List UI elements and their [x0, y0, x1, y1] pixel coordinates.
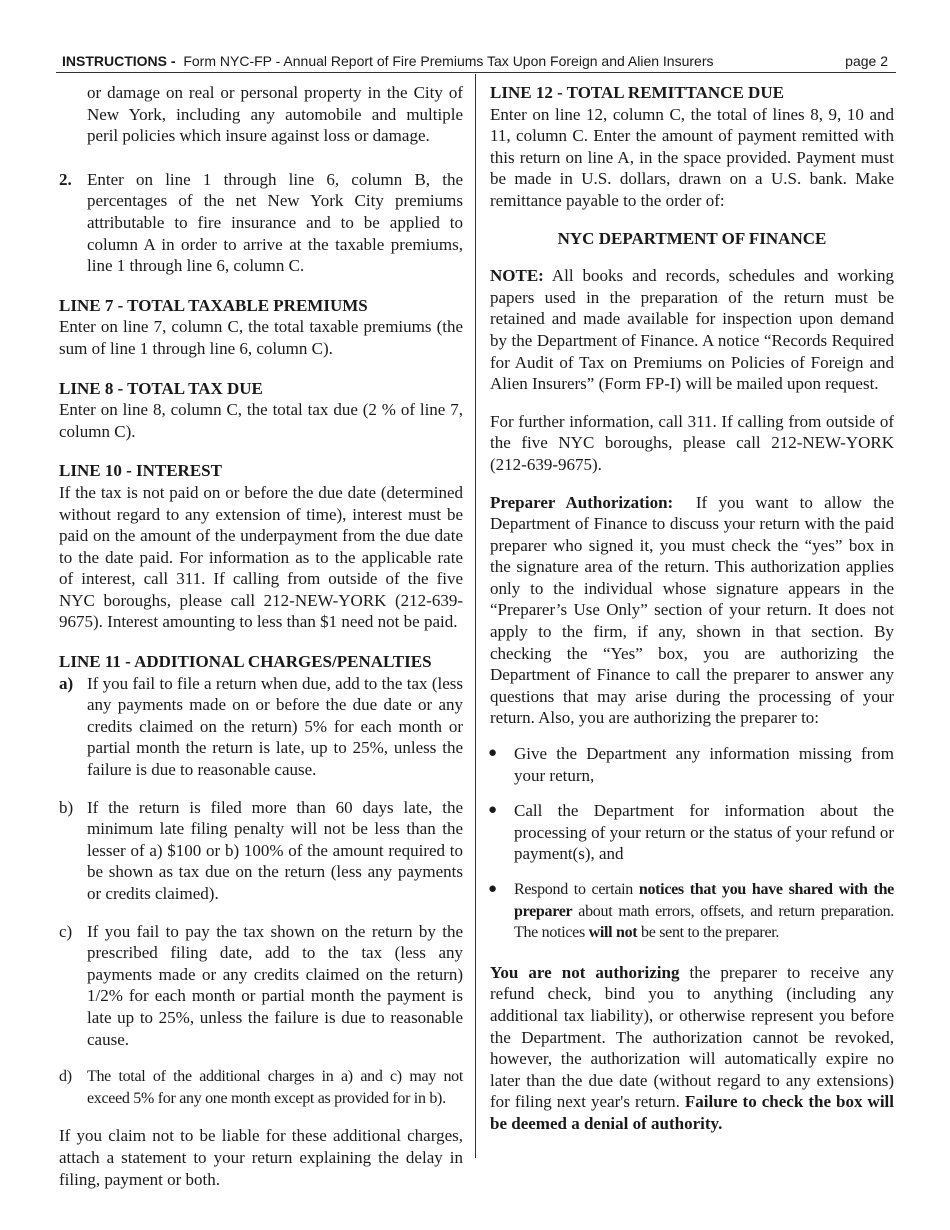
bullet-2-text: Call the Department for information about the processing of your return or the status of your refund or payment(s), and	[514, 801, 894, 864]
line11-a-label: a)	[59, 673, 74, 693]
bullet-3-bold2: will not	[588, 924, 638, 942]
line7-text: Enter on line 7, column C, the total taxable premiums (the sum of line 1 through line 6, column C).	[59, 317, 463, 358]
bullet-icon: ●	[488, 881, 497, 897]
line8-heading: LINE 8 - TOTAL TAX DUE	[59, 378, 263, 398]
header-title: Form NYC-FP - Annual Report of Fire Premiums Tax Upon Foreign and Alien Insurers	[183, 53, 714, 69]
note-paragraph	[490, 265, 894, 395]
further-info: For further information, call 311. If calling from outside of the five NYC boroughs, please call 212-NEW-YORK (212-639-9675).	[490, 411, 894, 474]
authorization-closing	[490, 962, 894, 1135]
line11-d-text: The total of the additional charges in a) and c) may not exceed 5% for any one month except as provided for in b).	[87, 1068, 463, 1107]
page-header	[56, 50, 896, 73]
bullet-icon: ●	[488, 802, 498, 819]
line11-item-d	[59, 1066, 463, 1109]
closing-bold-end: Failure to check the box will be deemed a denial of authority.	[490, 1092, 894, 1133]
bullet-3-bold: notices that you have shared with the preparer	[514, 881, 894, 920]
line7-section	[59, 295, 463, 360]
bullet-item-3	[490, 879, 894, 944]
line12-section	[490, 82, 894, 249]
bullet-3-pre: Respond to certain	[514, 881, 639, 898]
line11-item-c	[59, 921, 463, 1051]
line12-heading: LINE 12 - TOTAL REMITTANCE DUE	[490, 83, 784, 102]
line11-closing: If you claim not to be liable for these additional charges, attach a statement to your return explaining the delay in filing, payment or both.	[59, 1126, 463, 1189]
line11-item-b	[59, 797, 463, 905]
line7-heading: LINE 7 - TOTAL TAXABLE PREMIUMS	[59, 295, 368, 315]
header-title-line	[62, 51, 713, 71]
line10-heading: LINE 10 - INTEREST	[59, 461, 222, 481]
right-column	[490, 82, 894, 1135]
bullet-item-1	[490, 743, 894, 786]
line11-b-text: If the return is filed more than 60 days late, the minimum late filing penalty will not be less than the lesser of a) $100 or b) 100% of the amount required to be shown as tax due on the return (less any payments or credits claimed).	[87, 797, 463, 903]
line11-item-a	[59, 673, 463, 781]
left-column	[59, 82, 463, 1190]
bullet-1-text: Give the Department any information missing from your return,	[514, 744, 894, 785]
line12-text: Enter on line 12, column C, the total of lines 8, 9, 10 and 11, column C. Enter the amount of payment remitted with this return on line A, in the space provided. Payment must be made in U.S. dollars, drawn on a U.S. bank. Make remittance payable to the order of:	[490, 104, 894, 210]
line8-text: Enter on line 8, column C, the total tax due (2 % of line 7, column C).	[59, 400, 463, 441]
line11-b-label: b)	[59, 797, 74, 817]
preparer-authorization	[490, 492, 894, 730]
closing-bold-start: You are not authorizing	[490, 962, 680, 982]
line11-heading: LINE 11 - ADDITIONAL CHARGES/PENALTIES	[59, 652, 432, 672]
preparer-label: Preparer Authorization:	[490, 492, 674, 512]
line8-section	[59, 378, 463, 443]
preparer-text: If you want to allow the Department of Finance to discuss your return with the paid preparer who signed it, you must check the “yes” box in the signature area of the return. This authorization applies only to the individual whose signature appears in the “Preparer’s Use Only” section of your return. It does not apply to the firm, if any, shown in that section. By checking the “Yes” box, you are authorizing the Department of Finance to call the preparer to answer any questions that may arise during the processing of your return. Also, you are authorizing the preparer to:	[490, 492, 894, 728]
note-text: All books and records, schedules and working papers used in the preparation of the return must be retained and made available for inspection upon demand by the Department of Finance. A notice “Records Required for Audit of Tax on Premiums on Policies of Foreign and Alien Insurers” (Form FP-I) will be mailed upon request.	[490, 266, 894, 394]
bullet-icon: ●	[488, 745, 498, 762]
line11-section	[59, 651, 463, 1190]
bullet-item-2	[490, 800, 894, 865]
intro-continued: or damage on real or personal property in the City of New York, including any automobile and multiple peril policies which insure against loss or damage.	[87, 83, 463, 146]
line10-section	[59, 460, 463, 633]
note-label: NOTE:	[490, 266, 544, 286]
item-2-label: 2.	[59, 169, 72, 189]
line11-c-label: c)	[59, 921, 73, 941]
closing-text: the preparer to receive any refund check, bind you to anything (including any additional tax liability), or otherwise represent you before the Department. The authorization cannot be revoked, however, the authorization will automatically expire no later than the due date (without regard to any extensions) for filing next year's return.	[490, 962, 894, 1112]
item-2-text: Enter on line 1 through line 6, column B, the percentages of the net New York City premiums attributable to fire insurance and to be applied to column A in order to arrive at the taxable premiums, line 1 through line 6, column C.	[87, 169, 463, 276]
payee-name: NYC DEPARTMENT OF FINANCE	[557, 228, 827, 248]
item-2	[59, 169, 463, 277]
line11-a-text: If you fail to file a return when due, add to the tax (less any payments made on or before the due date or any credits claimed on the return) 5% for each month or partial month the return is late, up to 25%, unless the failure is due to reasonable cause.	[87, 673, 463, 780]
bullet-3-mid: about math errors, offsets, and return preparation. The notices	[514, 902, 894, 942]
column-divider	[475, 74, 476, 1158]
line10-text: If the tax is not paid on or before the due date (determined without regard to any extension of time), interest must be paid on the amount of the underpayment from the due date to the date paid. For information as to the applicable rate of interest, call 311. If calling from outside of the five NYC boroughs, please call 212-NEW-YORK (212-639-9675). Interest amounting to less than $1 need not be paid.	[59, 482, 463, 632]
line11-c-text: If you fail to pay the tax shown on the return by the prescribed filing date, add to the tax (less any payments made or any credits claimed on the return) 1/2% for each month or partial month the payment is late up to 25%, unless the failure is due to reasonable cause.	[87, 921, 463, 1049]
page-number: page 2	[845, 53, 888, 69]
header-label: INSTRUCTIONS -	[62, 53, 176, 69]
bullet-3-post: be sent to the preparer.	[637, 924, 780, 942]
line11-d-label: d)	[59, 1068, 72, 1086]
